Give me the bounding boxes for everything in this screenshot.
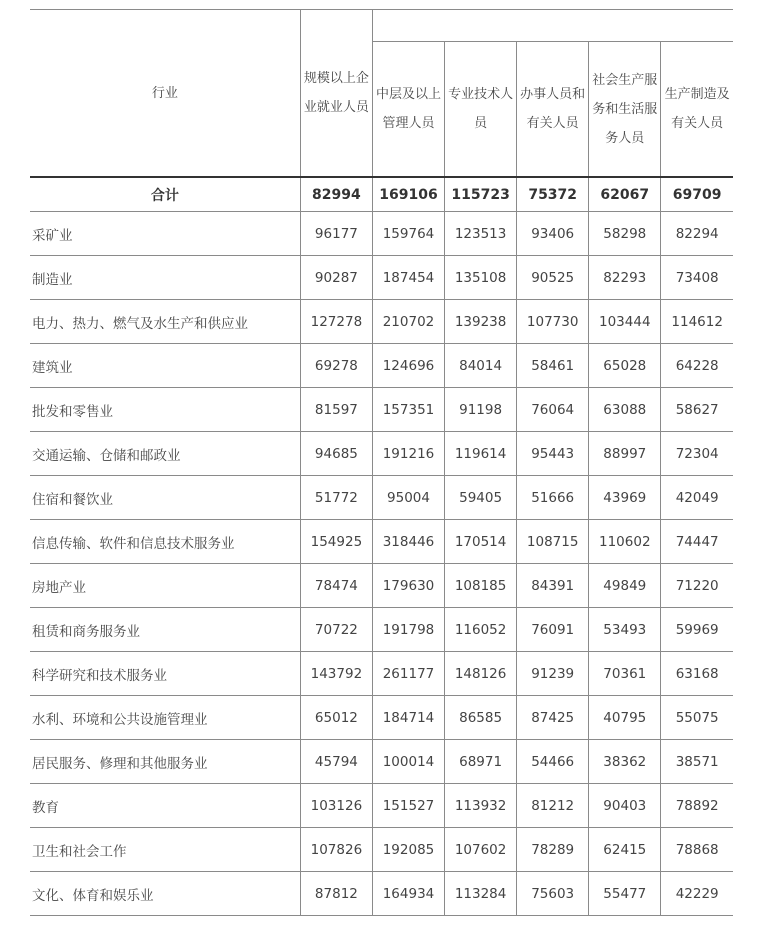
- table-row: [30, 740, 733, 784]
- table-row: [30, 872, 733, 916]
- wage-value: 103444: [589, 300, 661, 344]
- wage-value: 58298: [589, 212, 661, 256]
- wage-value: 70361: [589, 652, 661, 696]
- wage-value: 119614: [445, 432, 517, 476]
- wage-value: 113284: [445, 872, 517, 916]
- wage-value: 91198: [445, 388, 517, 432]
- wage-table: [30, 9, 733, 916]
- wage-value: 90403: [589, 784, 661, 828]
- wage-value: 81212: [517, 784, 589, 828]
- wage-value: 96177: [300, 212, 372, 256]
- wage-value: 318446: [372, 520, 444, 564]
- wage-value: 135108: [445, 256, 517, 300]
- wage-value: 58461: [517, 344, 589, 388]
- wage-value: 64228: [661, 344, 733, 388]
- wage-value: 210702: [372, 300, 444, 344]
- wage-value: 78289: [517, 828, 589, 872]
- table-row: [30, 564, 733, 608]
- table-row: [30, 784, 733, 828]
- industry-name: 建筑业: [30, 344, 300, 388]
- wage-table-container: [30, 9, 733, 916]
- table-row: [30, 828, 733, 872]
- wage-value: 164934: [372, 872, 444, 916]
- wage-value: 68971: [445, 740, 517, 784]
- wage-value: 43969: [589, 476, 661, 520]
- wage-value: 87425: [517, 696, 589, 740]
- wage-value: 76064: [517, 388, 589, 432]
- wage-value: 72304: [661, 432, 733, 476]
- wage-value: 69278: [300, 344, 372, 388]
- wage-value: 73408: [661, 256, 733, 300]
- industry-name: 水利、环境和公共设施管理业: [30, 696, 300, 740]
- table-row: [30, 696, 733, 740]
- wage-value: 38571: [661, 740, 733, 784]
- total-value: 62067: [589, 177, 661, 212]
- wage-value: 100014: [372, 740, 444, 784]
- industry-name: 住宿和餐饮业: [30, 476, 300, 520]
- total-value: 169106: [372, 177, 444, 212]
- industry-name: 教育: [30, 784, 300, 828]
- table-row: [30, 608, 733, 652]
- wage-value: 78868: [661, 828, 733, 872]
- wage-value: 65012: [300, 696, 372, 740]
- wage-value: 74447: [661, 520, 733, 564]
- wage-value: 151527: [372, 784, 444, 828]
- table-row: [30, 300, 733, 344]
- wage-value: 95443: [517, 432, 589, 476]
- wage-value: 49849: [589, 564, 661, 608]
- wage-value: 42049: [661, 476, 733, 520]
- wage-value: 63088: [589, 388, 661, 432]
- table-row: [30, 344, 733, 388]
- total-value: 69709: [661, 177, 733, 212]
- table-row: [30, 212, 733, 256]
- header-col4: 办事人员和有关人员: [517, 42, 589, 178]
- table-row: [30, 432, 733, 476]
- wage-value: 113932: [445, 784, 517, 828]
- industry-name: 制造业: [30, 256, 300, 300]
- wage-value: 93406: [517, 212, 589, 256]
- wage-value: 154925: [300, 520, 372, 564]
- wage-value: 107730: [517, 300, 589, 344]
- table-row: [30, 520, 733, 564]
- wage-value: 81597: [300, 388, 372, 432]
- wage-value: 70722: [300, 608, 372, 652]
- wage-value: 76091: [517, 608, 589, 652]
- wage-value: 124696: [372, 344, 444, 388]
- wage-value: 107602: [445, 828, 517, 872]
- wage-value: 71220: [661, 564, 733, 608]
- wage-value: 87812: [300, 872, 372, 916]
- wage-value: 84014: [445, 344, 517, 388]
- wage-value: 157351: [372, 388, 444, 432]
- wage-value: 108185: [445, 564, 517, 608]
- industry-name: 文化、体育和娱乐业: [30, 872, 300, 916]
- wage-value: 51772: [300, 476, 372, 520]
- industry-name: 交通运输、仓储和邮政业: [30, 432, 300, 476]
- wage-value: 116052: [445, 608, 517, 652]
- total-row: [30, 177, 733, 212]
- wage-value: 187454: [372, 256, 444, 300]
- wage-value: 38362: [589, 740, 661, 784]
- industry-name: 租赁和商务服务业: [30, 608, 300, 652]
- industry-name: 信息传输、软件和信息技术服务业: [30, 520, 300, 564]
- wage-value: 123513: [445, 212, 517, 256]
- wage-value: 59969: [661, 608, 733, 652]
- table-row: [30, 256, 733, 300]
- industry-name: 居民服务、修理和其他服务业: [30, 740, 300, 784]
- wage-value: 51666: [517, 476, 589, 520]
- industry-name: 科学研究和技术服务业: [30, 652, 300, 696]
- header-col3: 专业技术人员: [445, 42, 517, 178]
- wage-value: 108715: [517, 520, 589, 564]
- table-row: [30, 388, 733, 432]
- wage-value: 84391: [517, 564, 589, 608]
- wage-value: 42229: [661, 872, 733, 916]
- wage-value: 45794: [300, 740, 372, 784]
- wage-value: 191216: [372, 432, 444, 476]
- wage-value: 90525: [517, 256, 589, 300]
- wage-value: 65028: [589, 344, 661, 388]
- header-industry: 行业: [30, 10, 300, 178]
- wage-value: 55075: [661, 696, 733, 740]
- wage-value: 58627: [661, 388, 733, 432]
- wage-value: 114612: [661, 300, 733, 344]
- wage-value: 63168: [661, 652, 733, 696]
- total-value: 115723: [445, 177, 517, 212]
- wage-value: 261177: [372, 652, 444, 696]
- header-spacer: [372, 10, 733, 42]
- industry-name: 批发和零售业: [30, 388, 300, 432]
- wage-value: 191798: [372, 608, 444, 652]
- wage-value: 159764: [372, 212, 444, 256]
- wage-value: 170514: [445, 520, 517, 564]
- header-col5: 社会生产服务和生活服务人员: [589, 42, 661, 178]
- wage-value: 94685: [300, 432, 372, 476]
- wage-value: 78474: [300, 564, 372, 608]
- wage-value: 91239: [517, 652, 589, 696]
- wage-value: 54466: [517, 740, 589, 784]
- wage-value: 78892: [661, 784, 733, 828]
- wage-value: 40795: [589, 696, 661, 740]
- industry-name: 房地产业: [30, 564, 300, 608]
- wage-value: 139238: [445, 300, 517, 344]
- wage-value: 53493: [589, 608, 661, 652]
- wage-value: 179630: [372, 564, 444, 608]
- wage-value: 110602: [589, 520, 661, 564]
- wage-value: 82293: [589, 256, 661, 300]
- wage-value: 59405: [445, 476, 517, 520]
- wage-value: 148126: [445, 652, 517, 696]
- wage-value: 88997: [589, 432, 661, 476]
- total-label: 合计: [30, 177, 300, 212]
- total-value: 75372: [517, 177, 589, 212]
- industry-name: 电力、热力、燃气及水生产和供应业: [30, 300, 300, 344]
- wage-value: 95004: [372, 476, 444, 520]
- table-row: [30, 476, 733, 520]
- wage-value: 107826: [300, 828, 372, 872]
- header-col2: 中层及以上管理人员: [372, 42, 444, 178]
- wage-value: 184714: [372, 696, 444, 740]
- wage-value: 103126: [300, 784, 372, 828]
- wage-value: 86585: [445, 696, 517, 740]
- header-col6: 生产制造及有关人员: [661, 42, 733, 178]
- industry-name: 采矿业: [30, 212, 300, 256]
- total-value: 82994: [300, 177, 372, 212]
- wage-value: 143792: [300, 652, 372, 696]
- wage-value: 55477: [589, 872, 661, 916]
- header-col1: 规模以上企业就业人员: [300, 10, 372, 178]
- wage-value: 90287: [300, 256, 372, 300]
- wage-value: 127278: [300, 300, 372, 344]
- wage-value: 192085: [372, 828, 444, 872]
- wage-value: 62415: [589, 828, 661, 872]
- wage-value: 75603: [517, 872, 589, 916]
- table-row: [30, 652, 733, 696]
- industry-name: 卫生和社会工作: [30, 828, 300, 872]
- wage-value: 82294: [661, 212, 733, 256]
